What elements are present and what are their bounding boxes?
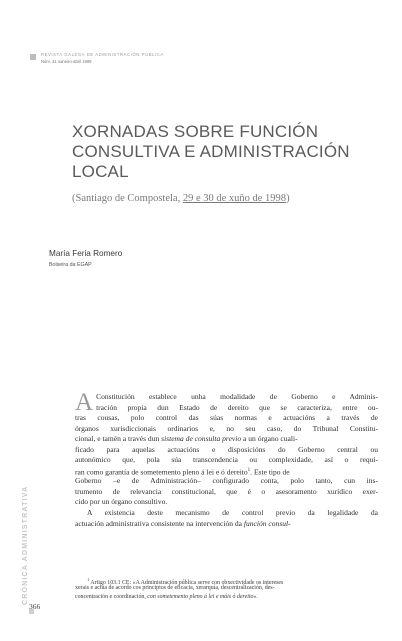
body-line: Goberno –e de Administración– configurado conta, polo tanto, cun ins- bbox=[75, 476, 378, 486]
body-text: A existencia deste mecanismo de control previo da legalidade da bbox=[87, 508, 378, 518]
journal-issue: Núm. 21 xaneiro-abril 1999 bbox=[41, 59, 92, 64]
body-line bbox=[75, 434, 378, 445]
title-line: CONSULTIVA E ADMINISTRACIÓN bbox=[72, 142, 350, 161]
paragraph bbox=[75, 508, 378, 529]
footnote-ref: 1 bbox=[247, 467, 251, 473]
body-line bbox=[75, 508, 378, 519]
footnote-line: xerais e actúa de acordo cos principios de eficacia, xerarquía, descentralización, des- bbox=[75, 585, 275, 591]
body-line: tración propia dun Estado de dereito que se caracteriza, entre ou- bbox=[96, 402, 378, 412]
footnote-text: concentración e coordinación, bbox=[75, 594, 148, 600]
article-body bbox=[75, 389, 378, 529]
footnote-text: ». bbox=[253, 594, 258, 600]
author-role: Bolseira da EGAP bbox=[49, 262, 92, 268]
title-line: XORNADAS SOBRE FUNCIÓN bbox=[72, 122, 319, 141]
subtitle-suffix: ) bbox=[286, 193, 290, 204]
subtitle-prefix: (Santiago de Compostela, bbox=[72, 193, 183, 204]
body-text: cional, e tamén a través dun bbox=[75, 434, 162, 444]
body-line: cido por un órgano consultivo. bbox=[75, 497, 168, 507]
body-line: ficado para aquelas actuacións e disposicións do Goberno central ou bbox=[75, 444, 378, 454]
footnote-line bbox=[75, 575, 378, 584]
paragraph bbox=[75, 389, 378, 508]
footnote-marker: 1 bbox=[87, 577, 90, 582]
body-text: ran como garantía de sometemento pleno á lei e ó dereito bbox=[75, 467, 248, 477]
body-line bbox=[75, 519, 378, 530]
body-text: actuación administrativa consistente na intervención da bbox=[75, 518, 244, 528]
body-line: órganos xurisdiccionais ordinarios e, no seu caso, do Tribunal Constitu- bbox=[75, 423, 378, 433]
subtitle-dates: 29 e 30 de xuño de 1998 bbox=[182, 193, 287, 204]
body-italic: función consul- bbox=[243, 518, 291, 528]
body-text: . Este tipo de bbox=[250, 467, 290, 477]
page-number: 366 bbox=[29, 602, 41, 611]
body-line bbox=[75, 466, 378, 477]
journal-name: REVISTA GALEGA DE ADMINISTRACIÓN PÚBLICA bbox=[41, 52, 164, 57]
article-subtitle bbox=[72, 193, 290, 204]
body-line: autonómico que, pola súa transcendencia ou complexidade, así o requi- bbox=[75, 455, 378, 465]
section-side-label: CRÓNICA ADMINISTRATIVA bbox=[22, 485, 29, 605]
footnote-line bbox=[75, 593, 378, 602]
footnote bbox=[75, 575, 378, 602]
body-line: Constitución establece unha modalidade de Goberno e Adminis- bbox=[96, 392, 378, 401]
article-title bbox=[72, 122, 372, 182]
author-name: María Feria Romero bbox=[49, 249, 123, 258]
body-line: trumento de relevancia constitucional, que é o asesoramento xurídico exer- bbox=[75, 486, 378, 496]
header-marker bbox=[30, 54, 36, 60]
footnote-text: Artigo 103.1 CE: «A Administración pública serve con obxectividade os intereses bbox=[90, 579, 284, 586]
footnote-italic: con sometemento pleno á lei e máis ó dereito bbox=[147, 594, 254, 600]
title-line: LOCAL bbox=[72, 162, 129, 181]
body-line: tras cousas, polo control das súas normas e actuacións a través de bbox=[75, 413, 378, 423]
body-text: a un órgano cuali- bbox=[241, 434, 298, 444]
body-italic: sistema de consulta previo bbox=[161, 434, 242, 444]
drop-cap: A bbox=[75, 389, 94, 416]
